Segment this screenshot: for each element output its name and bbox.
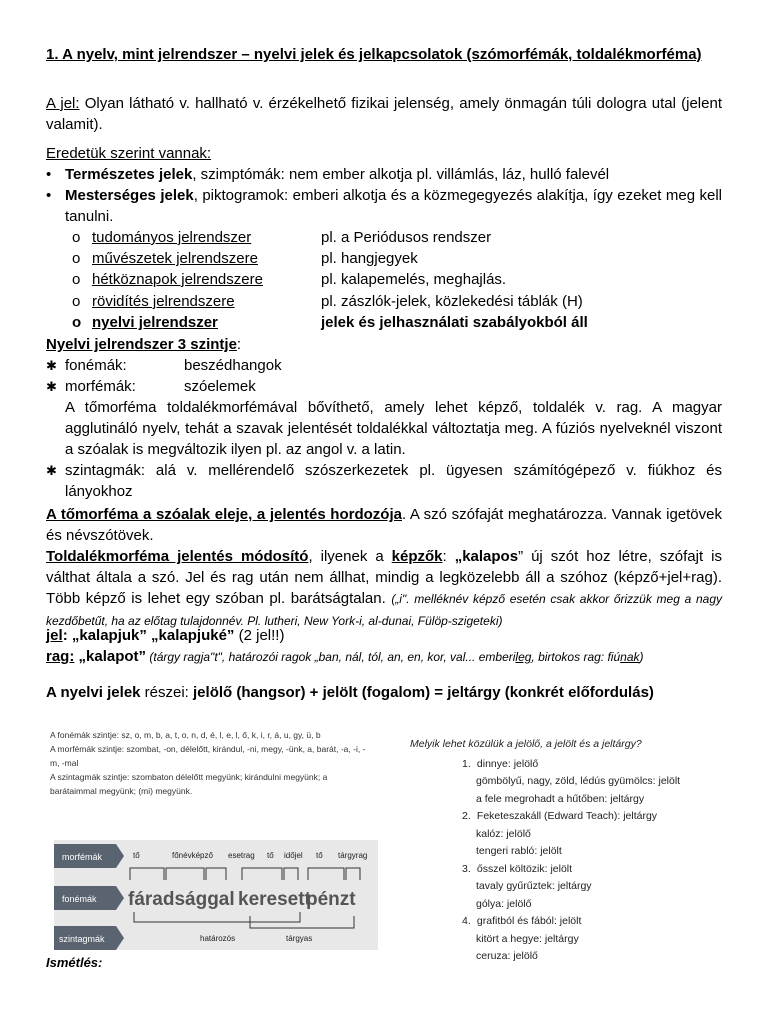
jel-colon: : [62, 627, 72, 644]
quiz-line: gömbölyű, nagy, zöld, lédús gyümölcs: jelölt [476, 775, 681, 787]
circle-bullet-icon: o [72, 271, 81, 288]
level-term: fonémák: [65, 357, 127, 374]
quiz-number: 4. [462, 915, 471, 927]
morpheme-label: tő [267, 851, 274, 860]
rag-note-u2: nak [620, 650, 640, 664]
system-name: nyelvi jelrendszer [92, 314, 218, 331]
syntagm-label: határozós [200, 934, 236, 943]
quiz-line: kalóz: jelölő [476, 827, 531, 840]
affix-text-3: ” új szót hoz létre, szófajt is válthat általa a szó. Jel és rag után nem állhat, mindig a legközelebb áll a szóhoz (képző+jel+rag). Több képző is lehet egy szóban pl. barátságtalan. [46, 548, 722, 607]
quiz-line: tengeri rabló: jelölt [476, 845, 562, 857]
quiz-line: a fele megrohadt a hűtőben: jeltárgy [476, 792, 645, 805]
word-structure-diagram [54, 840, 378, 950]
example-word: fáradsággal [128, 889, 235, 910]
jel-examples: „kalapjuk” „kalapjuké” [71, 627, 235, 644]
circle-bullet-icon: o [72, 250, 81, 267]
natural-text: , szimptómák: nem ember alkotja pl. villámlás, láz, hulló falevél [192, 166, 610, 183]
stem-text: . A szó szófaját meghatározza. Vannak igetövek és névszótövek. [46, 506, 722, 544]
morpheme-label: tő [316, 851, 323, 860]
circle-bullet-icon: o [72, 314, 82, 331]
affix-derivative: képzők [391, 548, 443, 565]
jel-rest: (2 jel!!) [234, 627, 285, 644]
affix-paragraph [46, 546, 722, 632]
affix-text-1: , ilyenek a [308, 548, 392, 565]
star-bullet-icon: ✱ [46, 358, 57, 373]
definition-text: Olyan látható v. hallható v. érzékelhető fizikai jelenség, amely önmagán túli dologra utal (jelent valamit). [46, 95, 722, 133]
rag-note-b: , birtokos rag: fiú [531, 650, 621, 664]
example-word: keresett [238, 889, 311, 910]
natural-signs [65, 164, 722, 185]
example-word: pénzt [306, 889, 356, 910]
morpheme-paragraph: A tőmorféma toldalékmorfémával bővíthető, amely lehet képző, toldalék v. rag. A magyar agglutináló nyelv, tehát a szavak jelentését toldalékkal változtatja meg. A fúziós nyelveknél viszont a szóalak is megváltozik ilyen pl. az angol v. a latin. [65, 399, 722, 458]
system-example: pl. hangjegyek [321, 250, 418, 267]
quiz-line: kitört a hegye: jeltárgy [476, 932, 579, 945]
affix-example: „kalapos [454, 548, 519, 565]
artificial-bold: Mesterséges jelek [65, 187, 194, 204]
morpheme-label: főnévképző [172, 851, 213, 860]
levels-example-figure [50, 728, 390, 798]
levels-heading [46, 334, 722, 355]
row-arrow-morphemes [54, 844, 124, 868]
parts-bold-1: A nyelvi jelek [46, 684, 141, 701]
figure-line: m, -mal [50, 758, 79, 768]
sign-quiz-figure [410, 736, 730, 962]
system-name: művészetek jelrendszere [92, 250, 258, 267]
quiz-line: ceruza: jelölő [476, 950, 538, 962]
system-name: hétköznapok jelrendszere [92, 271, 263, 288]
row-arrow-syntagms [54, 926, 124, 950]
figure-line: A fonémák szintje: sz, o, m, b, a, t, o, n, d, é, l, e, l, ő, k, i, r, á, u, gy, ü, b [50, 730, 321, 740]
rag-label: rag: [46, 648, 75, 665]
rag-example: „kalapot” [74, 648, 147, 665]
quiz-line: tavaly gyűrűztek: jeltárgy [476, 880, 592, 892]
morpheme-label: időjel [284, 851, 303, 860]
levels-title: Nyelvi jelrendszer 3 szintje [46, 336, 237, 353]
syntagm-label: tárgyas [286, 934, 313, 943]
rag-line [46, 646, 722, 668]
row-arrow-phonemes [54, 886, 124, 910]
quiz-number: 1. [462, 757, 471, 770]
row-label: szintagmák [59, 934, 105, 944]
system-example: pl. kalapemelés, meghajlás. [321, 271, 507, 288]
affix-bold: Toldalékmorféma jelentés módosító [46, 548, 309, 565]
jel-line [46, 625, 722, 646]
figure-line: A szintagmák szintje: szombaton délelőtt megyünk; kirándulni megyünk; a [50, 772, 328, 782]
rag-note-a: (tárgy ragja"t", határozói ragok „ban, nál, tól, an, en, kor, val... emberi [146, 650, 516, 664]
row-label: morfémák [62, 852, 103, 862]
origin-suffix: vannak: [158, 145, 212, 162]
parts-text: részei: [140, 684, 194, 701]
quiz-item-head: Feketeszakáll (Edward Teach): jeltárgy [476, 810, 658, 822]
jel-label: jel [46, 627, 63, 644]
figure-line: A morfémák szintje: szombat, -on, délelőtt, kirándul, -ni, megy, -ünk, a, barát, -a, -i, - [50, 744, 366, 754]
circle-bullet-icon: o [72, 229, 81, 246]
star-bullet-icon: ✱ [46, 379, 57, 394]
artificial-signs [65, 185, 722, 227]
stem-paragraph [46, 504, 722, 546]
bullet-dot-icon: • [46, 166, 52, 183]
review-label: Ismétlés: [46, 955, 103, 970]
quiz-number: 3. [462, 862, 471, 875]
definition-label: A jel: [46, 95, 80, 112]
page-title: 1. A nyelv, mint jelrendszer – nyelvi jelek és jelkapcsolatok (szómorfémák, toldalékmorféma) [46, 46, 702, 63]
figure-line: barátaimmal megyünk; (mi) megyünk. [50, 786, 193, 796]
morpheme-label: tárgyrag [338, 851, 368, 860]
circle-bullet-icon: o [72, 293, 81, 310]
parts-line [46, 682, 722, 703]
quiz-title: Melyik lehet közülük a jelölő, a jelölt és a jeltárgy? [410, 738, 642, 750]
levels-colon: : [236, 336, 242, 353]
level-desc: beszédhangok [184, 357, 282, 374]
quiz-item-head: dinnye: jelölő [476, 757, 539, 770]
rag-note-c: ) [639, 650, 644, 664]
morpheme-label: esetrag [228, 851, 255, 860]
level-desc: szóelemek [184, 378, 256, 395]
system-example: pl. a Periódusos rendszer [321, 229, 492, 246]
quiz-line: gólya: jelölő [476, 897, 532, 910]
system-name: rövidítés jelrendszere [92, 293, 235, 310]
system-example: pl. zászlók-jelek, közlekedési táblák (H) [321, 293, 583, 310]
rag-note-u1: leg [515, 650, 532, 664]
syntagm-item: szintagmák: alá v. mellérendelő szószerkezetek pl. ügyesen számítógépező v. fiúkhoz és lányokhoz [65, 462, 722, 500]
level-term: morfémák: [65, 378, 136, 395]
natural-bold: Természetes jelek [65, 166, 193, 183]
bullet-dot-icon: • [46, 187, 52, 204]
affix-note: („i". melléknév képző esetén csak akkor őrizzük meg a nagy kezdőbetűt, ha az előtag tulajdonnév. Pl. lutheri, New York-i, al-dunai, Fülöp-szigeteki) [46, 592, 722, 628]
origin-label: Eredetük szerint [46, 145, 159, 162]
stem-bold: A tőmorféma a szóalak eleje, a jelentés hordozója [46, 506, 402, 523]
row-label: fonémák [62, 894, 97, 904]
star-bullet-icon: ✱ [46, 463, 57, 478]
morpheme-label: tő [133, 851, 140, 860]
artificial-text: , piktogramok: emberi alkotja és a közmegegyezés alakítja, így ezeket meg kell tanulni. [65, 187, 723, 225]
quiz-item-head: ősszel költözik: jelölt [476, 862, 573, 875]
parts-bold-2: jelölő (hangsor) + jelölt (fogalom) = jeltárgy (konkrét előfordulás) [193, 684, 654, 701]
system-example: jelek és jelhasználati szabályokból áll [321, 314, 588, 331]
system-name: tudományos jelrendszer [92, 229, 252, 246]
origin-heading [46, 143, 722, 164]
quiz-number: 2. [462, 810, 471, 822]
sign-definition [46, 93, 722, 135]
quiz-item-head: grafitból és fából: jelölt [476, 915, 582, 927]
affix-text-2: : [442, 548, 455, 565]
